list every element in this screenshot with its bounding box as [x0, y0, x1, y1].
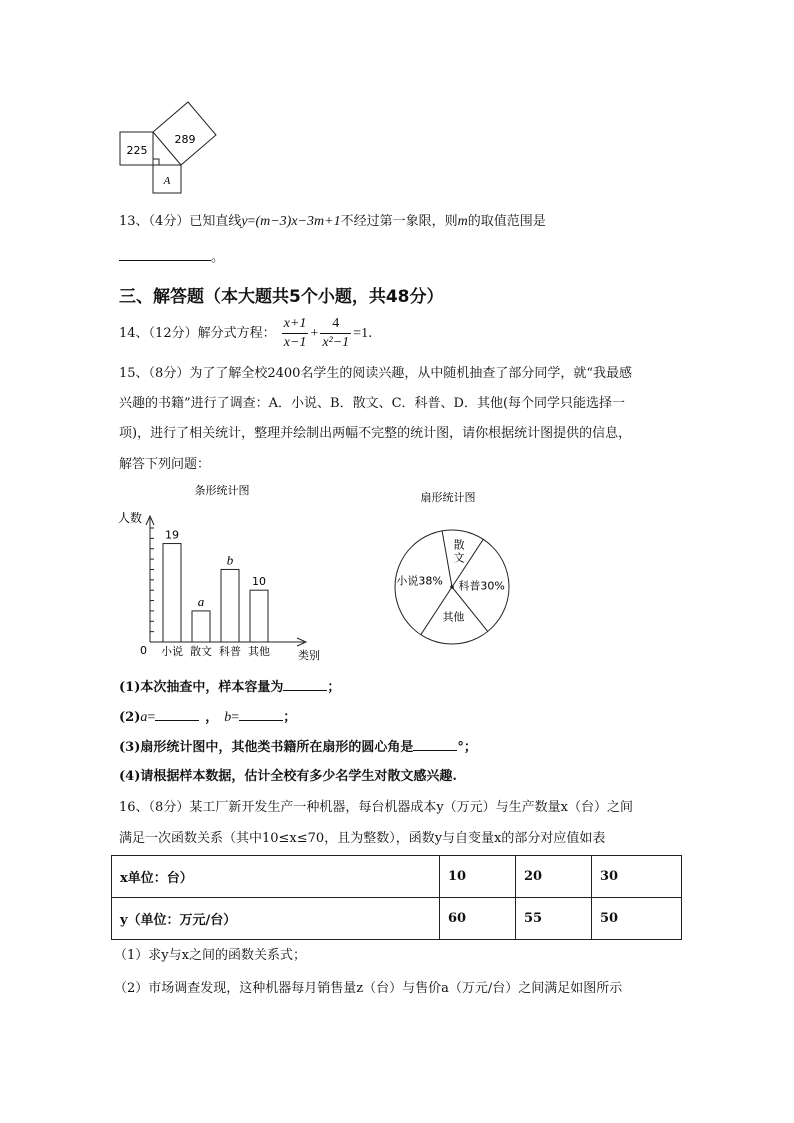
- table-cell: 10: [440, 856, 516, 898]
- q13-eq-y: y: [241, 214, 248, 229]
- q15-sub3-end: °；: [457, 740, 477, 755]
- q13-prefix: 13、（4分）已知直线: [119, 214, 242, 229]
- q15-sub2: [119, 706, 296, 728]
- q15-sub3-blank[interactable]: [413, 736, 457, 751]
- q15-sub4: (4)请根据样本数据，估计全校有多少名学生对散文感兴趣.: [119, 769, 457, 784]
- bar-科普: [221, 569, 239, 642]
- q15-sub3-text: (3)扇形统计图中，其他类书籍所在扇形的圆心角是: [119, 740, 414, 755]
- table-row: [112, 898, 682, 940]
- q16-line1: 16、（8分）某工厂新开发生产一种机器，每台机器成本y（万元）与生产数量x（台）之间: [119, 800, 633, 815]
- table-cell: 55: [516, 898, 592, 940]
- bar-category-label: 其他: [248, 645, 270, 658]
- bar-chart-title: 条形统计图: [194, 484, 250, 497]
- bar-chart-origin: 0: [140, 644, 147, 657]
- pie-slice-label: 小说38%: [396, 574, 443, 588]
- q13-eq-eq: =: [247, 214, 256, 229]
- q13-end: 。: [211, 250, 225, 265]
- bar-散文: [192, 611, 210, 642]
- bar-value-label: a: [197, 593, 205, 609]
- q15-line3: 项)，进行了相关统计，整理并绘制出两幅不完整的统计图，请你根据统计图提供的信息，: [119, 426, 632, 441]
- bar-小说: [163, 544, 181, 642]
- q14-frac2-num: 4: [320, 315, 351, 334]
- pie-chart-title: 扇形统计图: [420, 491, 476, 504]
- q14-plus: +: [310, 326, 319, 341]
- bar-value-label: b: [226, 552, 234, 568]
- q15-sub1-text: (1)本次抽查中，样本容量为: [119, 680, 284, 695]
- squares-figure: [112, 96, 224, 196]
- pie-chart-slices: [395, 530, 509, 644]
- q14-frac1-den: x−1: [283, 335, 307, 350]
- q15-sub2-b: b: [224, 710, 232, 725]
- table-cell: 60: [440, 898, 516, 940]
- bar-chart-ylabel: 人数: [118, 511, 143, 525]
- table-head-cell: y（单位：万元/台）: [112, 898, 440, 940]
- q15-sub2-beq: =: [231, 710, 240, 725]
- q15-sub2-a: a: [140, 710, 148, 725]
- q15-line4: 解答下列问题：: [119, 457, 211, 472]
- pie-center: [450, 585, 454, 589]
- bar-category-label: 科普: [219, 645, 241, 658]
- table-cell: 20: [516, 856, 592, 898]
- q15-line1: 15、（8分）为了了解全校2400名学生的阅读兴趣，从中随机抽查了部分同学，就“我最感: [119, 366, 633, 381]
- bar-chart-xlabel: 类别: [298, 649, 320, 662]
- bar-chart-bars: [161, 529, 270, 658]
- q15-sub3: [119, 736, 477, 758]
- table-row: [112, 856, 682, 898]
- q13-mid: 不经过第一象限，则: [340, 214, 458, 229]
- pie-slice-label: 散文: [453, 538, 465, 565]
- q14-prefix: 14、（12分）解分式方程：: [119, 326, 276, 341]
- bar-chart: [112, 478, 332, 666]
- bar-value-label: 10: [252, 575, 266, 589]
- q14-frac2-den: x²−1: [322, 335, 350, 350]
- square-bottom-label: A: [163, 175, 171, 187]
- q13-answer-blank[interactable]: [119, 246, 211, 261]
- bar-category-label: 散文: [190, 645, 212, 658]
- table-cell: 30: [592, 856, 682, 898]
- bar-category-label: 小说: [161, 645, 183, 658]
- q13-var-m: m: [457, 214, 468, 229]
- bar-value-label: 19: [165, 528, 179, 542]
- q16-sub1: （1）求y与x之间的函数关系式；: [114, 948, 306, 963]
- q15-sub2-prefix: (2): [119, 710, 141, 725]
- q14-period: .: [368, 326, 373, 341]
- q15-sub2-end: ；: [283, 710, 297, 725]
- right-angle-mark: [153, 159, 159, 165]
- q13-eq-paren: (m−3): [255, 214, 292, 229]
- q15-sub2-sep: ，: [205, 710, 219, 725]
- square-top-label: 289: [174, 133, 196, 146]
- bar-chart-ticks: [150, 528, 154, 632]
- q14-frac2: [320, 315, 351, 352]
- q15-sub1-end: ；: [327, 680, 341, 695]
- q15-sub2-b-blank[interactable]: [239, 706, 283, 721]
- table-cell: 50: [592, 898, 682, 940]
- q15-sub1-blank[interactable]: [283, 676, 327, 691]
- bar-其他: [250, 590, 268, 642]
- q16-values-table: [111, 855, 682, 940]
- q14-frac1-num: x+1: [282, 315, 309, 334]
- section-3-heading: 三、解答题（本大题共5个小题，共48分）: [119, 287, 444, 307]
- q15-sub2-a-blank[interactable]: [155, 706, 199, 721]
- pie-slice-label: 其他: [442, 610, 465, 624]
- pie-slice-label: 科普30%: [458, 579, 505, 593]
- q16-line2: 满足一次函数关系（其中10≤x≤70，且为整数），函数y与自变量x的部分对应值如表: [119, 831, 606, 846]
- q14-rhs: =1: [353, 326, 369, 341]
- q15-sub2-aeq: =: [147, 710, 156, 725]
- q13-eq-rest: x−3m+1: [291, 214, 341, 229]
- q14-frac1: [282, 315, 309, 352]
- q16-sub2: （2）市场调查发现，这种机器每月销售量z（台）与售价a（万元/台）之间满足如图所示: [114, 981, 623, 996]
- q13-answer-line: [119, 246, 224, 268]
- q13-line: [119, 212, 546, 232]
- q14-line: [119, 314, 372, 354]
- q15-line2: 兴趣的书籍”进行了调查：A．小说、B．散文、C．科普、D．其他(每个同学只能选择一: [119, 396, 626, 411]
- table-head-cell: x单位：台）: [112, 856, 440, 898]
- q13-suffix: 的取值范围是: [467, 214, 546, 229]
- q15-sub1: [119, 676, 340, 698]
- pie-chart: [388, 486, 518, 656]
- square-left-label: 225: [126, 144, 148, 157]
